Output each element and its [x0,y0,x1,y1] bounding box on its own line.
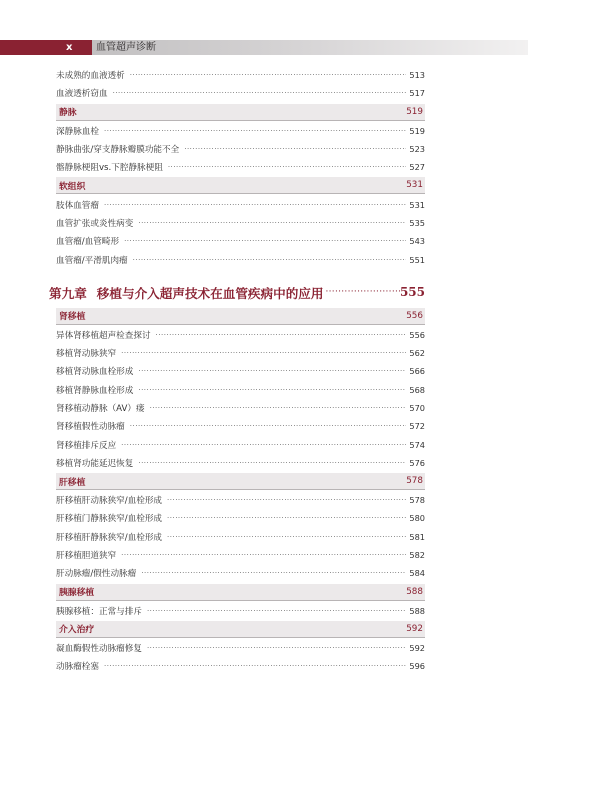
toc-entry[interactable] [56,454,425,472]
dot-leader [104,201,406,209]
entry-page: 523 [409,144,425,155]
chapter-label: 第九章 [49,285,87,301]
entry-page: 580 [409,513,425,524]
section-page: 519 [406,106,423,117]
entry-title: 肝移植胆道狭窄 [56,551,117,562]
dot-leader [167,496,406,504]
chapter-title: 移植与介入超声技术在血管疾病中的应用 [96,285,324,301]
dot-leader [133,256,407,264]
dot-leader [130,71,407,79]
entry-title: 移植肾功能延迟恢复 [56,458,134,469]
table-of-contents [49,66,425,675]
dot-leader [138,386,406,394]
entry-title: 血液透析窃血 [56,89,108,100]
dot-leader [121,349,406,357]
dot-leader [130,422,407,430]
toc-entry[interactable] [56,657,425,675]
toc-entry[interactable] [56,546,425,564]
dot-leader [104,662,406,670]
entry-title: 肾移植排斥反应 [56,440,117,451]
entry-page: 568 [409,384,425,395]
toc-entry[interactable] [56,122,425,140]
dot-leader [113,89,407,97]
entry-title: 异体肾移植超声检查探讨 [56,330,151,341]
section-title: 软组织 [59,181,86,192]
entry-title: 肝动脉瘤/假性动脉瘤 [56,569,137,580]
entry-page: 582 [409,550,425,561]
section-title: 静脉 [59,108,77,119]
entry-page: 576 [409,457,425,468]
entry-page: 556 [409,329,425,340]
toc-entry[interactable] [56,509,425,527]
entry-page: 551 [409,254,425,265]
entry-title: 肾移植动静脉（AV）瘘 [56,404,145,414]
toc-entry[interactable] [56,602,425,620]
entry-title: 凝血酶假性动脉瘤修复 [56,643,142,654]
dot-leader [141,569,406,577]
entry-title: 肝移植肝静脉狭窄/血栓形成 [56,532,163,543]
entry-title: 移植肾动脉血栓形成 [56,367,134,378]
toc-block-after [56,308,425,676]
entry-title: 血管瘤/血管畸形 [56,237,120,248]
toc-block-before [56,66,425,269]
section-title: 肾移植 [59,312,86,323]
entry-page: 519 [409,125,425,136]
toc-entry[interactable] [56,232,425,250]
section-title: 肝移植 [59,477,86,488]
entry-page: 531 [409,199,425,210]
entry-title: 血管扩张或炎性病变 [56,218,134,229]
entry-page: 588 [409,605,425,616]
toc-entry[interactable] [56,381,425,399]
dot-leader [138,459,406,467]
dot-leader [167,533,406,541]
toc-entry[interactable] [56,66,425,84]
dot-leader [156,331,407,339]
chapter-page: 555 [399,285,425,300]
page-number: x [66,42,73,53]
entry-title: 胰腺移植：正常与排斥 [56,606,142,617]
section-page: 556 [406,310,423,321]
entry-title: 肾移植假性动脉瘤 [56,422,125,433]
entry-title: 髂静脉梗阻vs.下腔静脉梗阻 [56,163,163,174]
entry-page: 574 [409,439,425,450]
toc-entry[interactable] [56,84,425,102]
dot-leader [147,644,406,652]
entry-page: 584 [409,568,425,579]
dot-leader [184,145,406,153]
entry-page: 517 [409,88,425,99]
dot-leader [325,287,399,297]
section-page: 531 [406,180,423,191]
entry-title: 肢体血管瘤 [56,200,99,211]
toc-entry[interactable] [56,435,425,453]
dot-leader [121,441,406,449]
dot-leader [104,127,406,135]
toc-section[interactable] [56,584,425,601]
entry-title: 动脉瘤栓塞 [56,662,99,673]
entry-page: 596 [409,661,425,672]
section-title: 介入治疗 [59,625,95,636]
entry-page: 543 [409,236,425,247]
dot-leader [147,607,406,615]
entry-title: 肝移植肝动脉狭窄/血栓形成 [56,496,163,507]
entry-page: 513 [409,70,425,81]
toc-section[interactable] [56,473,425,490]
entry-title: 静脉曲张/穿支静脉瓣膜功能不全 [56,145,180,156]
toc-entry[interactable] [56,195,425,213]
entry-title: 未成熟的血液透析 [56,71,125,82]
dot-leader [121,551,406,559]
toc-entry[interactable] [56,362,425,380]
toc-section[interactable] [56,177,425,194]
toc-entry[interactable] [56,158,425,176]
dot-leader [138,219,406,227]
chapter-heading[interactable] [49,279,425,306]
toc-section[interactable] [56,308,425,325]
section-title: 胰腺移植 [59,588,95,599]
toc-entry[interactable] [56,639,425,657]
dot-leader [124,237,406,245]
section-page: 592 [406,623,423,634]
header-badge [0,40,92,55]
running-header [0,40,528,55]
entry-title: 移植肾动脉狭窄 [56,349,117,360]
dot-leader [150,404,407,412]
dot-leader [167,514,406,522]
entry-page: 570 [409,403,425,413]
entry-title: 深静脉血栓 [56,126,99,137]
entry-page: 592 [409,642,425,653]
book-title: 血管超声诊断 [96,42,156,53]
dot-leader [138,367,406,375]
entry-page: 535 [409,217,425,228]
entry-page: 572 [409,421,425,432]
toc-entry[interactable] [56,140,425,158]
entry-page: 527 [409,162,425,173]
toc-entry[interactable] [56,528,425,546]
entry-page: 566 [409,366,425,377]
section-page: 578 [406,476,423,487]
toc-entry[interactable] [56,326,425,344]
entry-title: 移植肾静脉血栓形成 [56,385,134,396]
entry-page: 578 [409,495,425,506]
toc-entry[interactable] [56,250,425,268]
toc-section[interactable] [56,621,425,638]
toc-section[interactable] [56,104,425,121]
section-page: 588 [406,586,423,597]
dot-leader [168,163,407,171]
toc-entry[interactable] [56,491,425,509]
entry-title: 血管瘤/平滑肌肉瘤 [56,255,128,266]
toc-entry[interactable] [56,399,425,417]
entry-title: 肝移植门静脉狭窄/血栓形成 [56,514,163,525]
toc-entry[interactable] [56,417,425,435]
entry-page: 562 [409,348,425,359]
toc-entry[interactable] [56,564,425,582]
entry-page: 581 [409,531,425,542]
toc-entry[interactable] [56,214,425,232]
toc-entry[interactable] [56,344,425,362]
